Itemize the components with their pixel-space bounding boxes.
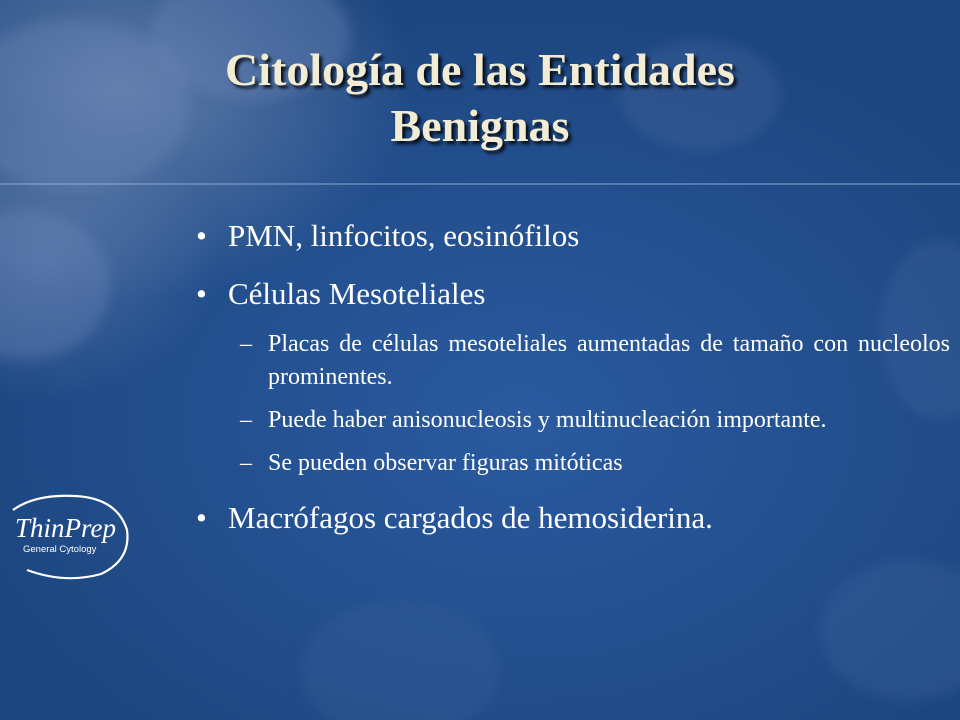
background-cell-blob xyxy=(820,560,960,700)
sub-list-item xyxy=(190,328,950,394)
background-cell-blob xyxy=(0,210,110,360)
logo-tagline-text: General Cytology xyxy=(23,544,97,555)
list-item xyxy=(190,216,950,256)
list-item xyxy=(190,274,950,314)
dash-mark: – xyxy=(240,331,252,357)
bullet-text: Macrófagos cargados de hemosiderina. xyxy=(228,500,713,535)
logo-brand-text: ThinPrep xyxy=(15,513,116,543)
sub-list-item xyxy=(190,447,950,480)
bullet-mark: • xyxy=(196,500,207,535)
slide-title xyxy=(0,42,960,154)
list-item xyxy=(190,498,950,538)
sub-bullet-text: Se pueden observar figuras mitóticas xyxy=(268,450,623,476)
background-cell-blob xyxy=(300,600,500,720)
sub-bullet-text: Placas de células mesoteliales aumentadas de tamaño con nucleolos prominentes. xyxy=(268,331,950,390)
sub-bullet-text: Puede haber anisonucleosis y multinucleación importante. xyxy=(268,407,827,433)
bullet-mark: • xyxy=(196,276,207,311)
dash-mark: – xyxy=(240,450,252,476)
sub-list-item xyxy=(190,404,950,437)
title-line-2: Benignas xyxy=(390,100,570,151)
title-divider xyxy=(0,183,960,185)
bullet-mark: • xyxy=(196,218,207,253)
dash-mark: – xyxy=(240,407,252,433)
title-line-1: Citología de las Entidades xyxy=(225,44,735,95)
bullet-text: Células Mesoteliales xyxy=(228,276,486,311)
thinprep-logo xyxy=(5,490,131,582)
bullet-list xyxy=(190,216,950,556)
bullet-text: PMN, linfocitos, eosinófilos xyxy=(228,218,580,253)
